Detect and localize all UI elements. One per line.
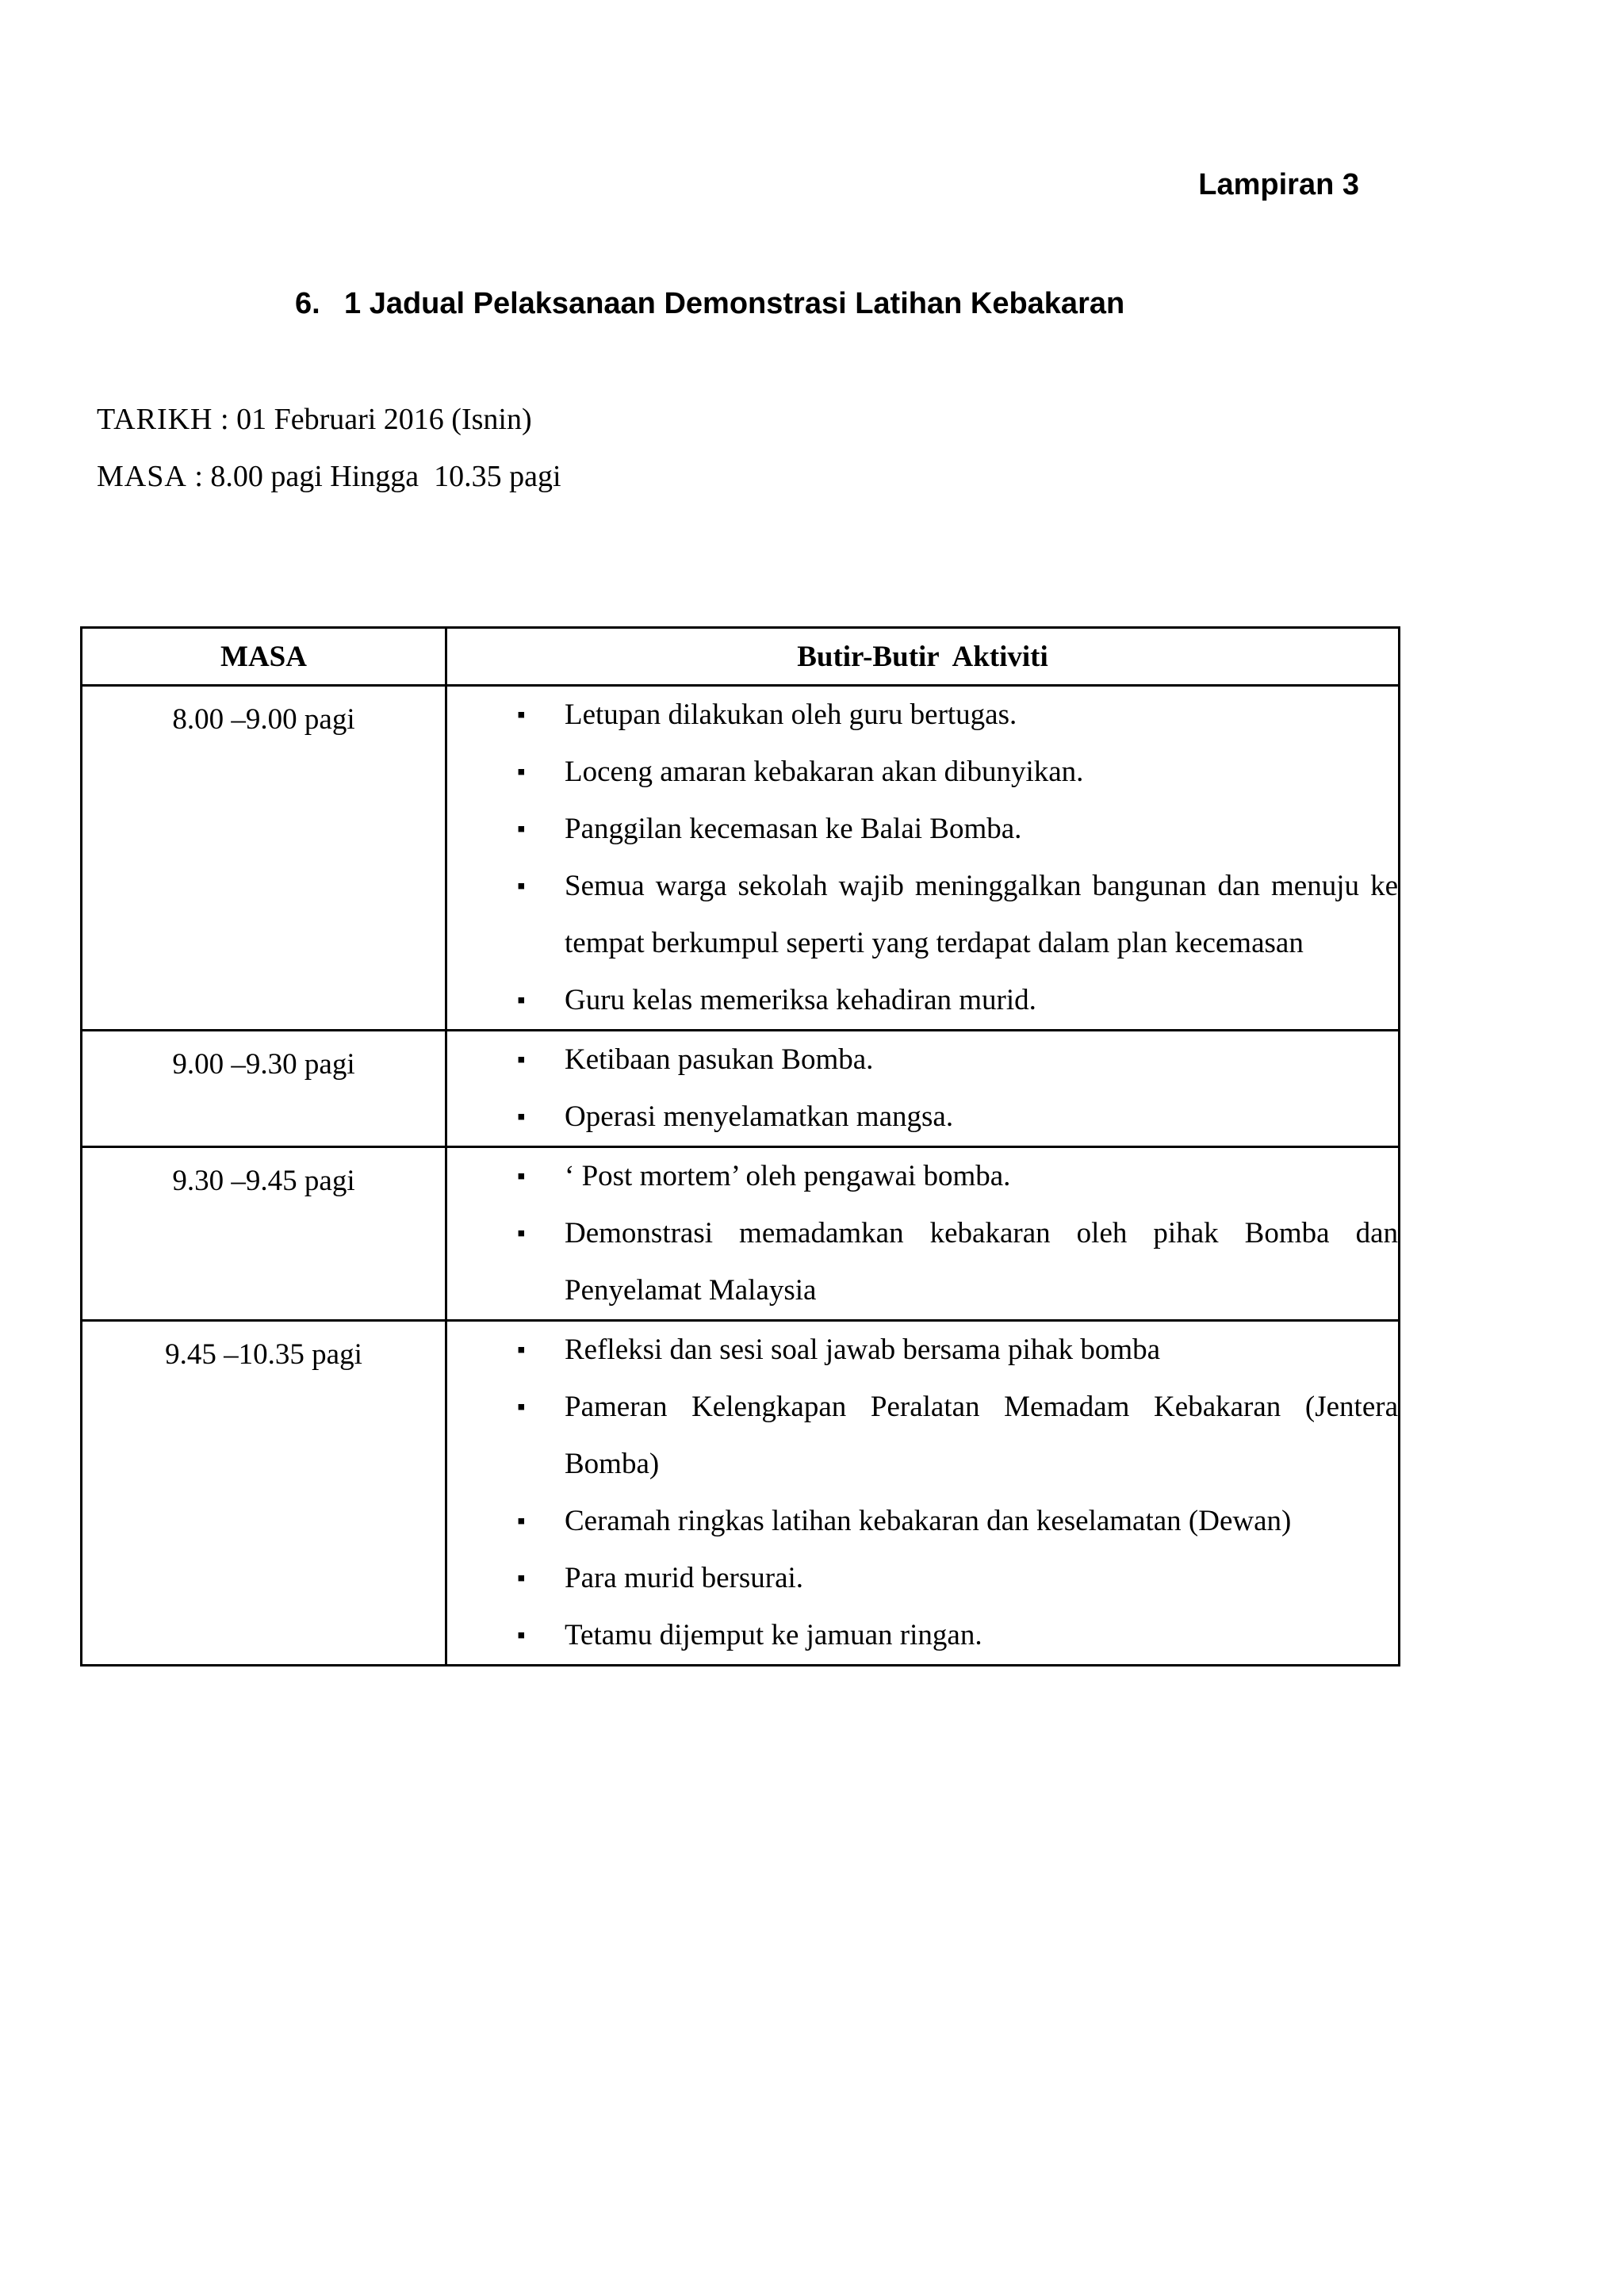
activity-list: [447, 1148, 1398, 1319]
table-header-row: [82, 628, 1400, 686]
section-number: 6.: [295, 287, 320, 320]
activity-item: [447, 1379, 1398, 1493]
date-line: [97, 404, 532, 434]
activity-text: Operasi menyelamatkan mangsa.: [565, 1100, 954, 1133]
activity-item: [447, 1550, 1398, 1607]
square-bullet-icon: ▪: [517, 1047, 526, 1073]
square-bullet-icon: ▪: [517, 1220, 526, 1246]
activity-text: Ketibaan pasukan Bomba.: [565, 1043, 874, 1076]
square-bullet-icon: ▪: [517, 1622, 526, 1648]
square-bullet-icon: ▪: [517, 816, 526, 842]
activity-item: [447, 801, 1398, 858]
activity-text: ‘ Post mortem’ oleh pengawai bomba.: [565, 1160, 1011, 1192]
activity-item: [447, 1322, 1398, 1379]
activity-text: Semua warga sekolah wajib meninggalkan bangunan dan menuju ke tempat berkumpul seperti yang terdapat dalam plan kecemasan: [565, 870, 1398, 959]
activity-text: Tetamu dijemput ke jamuan ringan.: [565, 1619, 982, 1651]
time-line: [97, 461, 561, 492]
section-title: 1 Jadual Pelaksanaan Demonstrasi Latihan Kebakaran: [344, 287, 1125, 320]
header-time: MASA: [82, 628, 446, 686]
activities-cell: [446, 1147, 1400, 1321]
activity-text: Loceng amaran kebakaran akan dibunyikan.: [565, 756, 1084, 788]
time-label: MASA: [97, 460, 187, 493]
appendix-label: Lampiran 3: [1198, 168, 1359, 201]
activity-text: Pameran Kelengkapan Peralatan Memadam Kebakaran (Jentera Bomba): [565, 1391, 1398, 1480]
activity-item: [447, 1205, 1398, 1319]
time-cell: 8.00 –9.00 pagi: [82, 686, 446, 1031]
activity-list: [447, 1031, 1398, 1146]
activities-cell: [446, 1031, 1400, 1147]
table-row: [82, 686, 1400, 1031]
square-bullet-icon: ▪: [517, 987, 526, 1013]
time-cell: 9.00 –9.30 pagi: [82, 1031, 446, 1147]
square-bullet-icon: ▪: [517, 1508, 526, 1534]
time-value: 8.00 pagi Hingga 10.35 pagi: [210, 460, 561, 493]
square-bullet-icon: ▪: [517, 1163, 526, 1189]
table-row: [82, 1031, 1400, 1147]
activity-item: [447, 1148, 1398, 1205]
schedule-table: [80, 626, 1400, 1667]
section-heading: [295, 289, 1124, 319]
date-value: 01 Februari 2016 (Isnin): [236, 403, 532, 436]
activity-text: Letupan dilakukan oleh guru bertugas.: [565, 698, 1017, 731]
activity-text: Refleksi dan sesi soal jawab bersama pihak bomba: [565, 1334, 1161, 1366]
activity-text: Panggilan kecemasan ke Balai Bomba.: [565, 813, 1022, 845]
activity-item: [447, 687, 1398, 744]
activity-item: [447, 1031, 1398, 1089]
time-separator: :: [186, 460, 211, 493]
square-bullet-icon: ▪: [517, 759, 526, 785]
table-row: [82, 1321, 1400, 1666]
time-cell: 9.30 –9.45 pagi: [82, 1147, 446, 1321]
activity-list: [447, 1322, 1398, 1664]
activity-text: Para murid bersurai.: [565, 1562, 804, 1594]
square-bullet-icon: ▪: [517, 873, 526, 899]
activity-item: [447, 1493, 1398, 1550]
square-bullet-icon: ▪: [517, 1394, 526, 1420]
activities-cell: [446, 686, 1400, 1031]
square-bullet-icon: ▪: [517, 1337, 526, 1363]
activity-item: [447, 744, 1398, 801]
activity-text: Demonstrasi memadamkan kebakaran oleh pihak Bomba dan Penyelamat Malaysia: [565, 1217, 1398, 1307]
time-cell: 9.45 –10.35 pagi: [82, 1321, 446, 1666]
activity-text: Guru kelas memeriksa kehadiran murid.: [565, 984, 1036, 1016]
activity-item: [447, 858, 1398, 972]
activity-item: [447, 972, 1398, 1029]
date-label: TARIKH: [97, 403, 213, 436]
table-row: [82, 1147, 1400, 1321]
date-separator: :: [213, 403, 237, 436]
activity-item: [447, 1089, 1398, 1146]
activity-item: [447, 1607, 1398, 1664]
activity-list: [447, 687, 1398, 1029]
header-activities: Butir-Butir Aktiviti: [446, 628, 1400, 686]
square-bullet-icon: ▪: [517, 1104, 526, 1130]
square-bullet-icon: ▪: [517, 1565, 526, 1591]
schedule-body: [82, 686, 1400, 1666]
activities-cell: [446, 1321, 1400, 1666]
square-bullet-icon: ▪: [517, 702, 526, 728]
activity-text: Ceramah ringkas latihan kebakaran dan keselamatan (Dewan): [565, 1505, 1292, 1537]
